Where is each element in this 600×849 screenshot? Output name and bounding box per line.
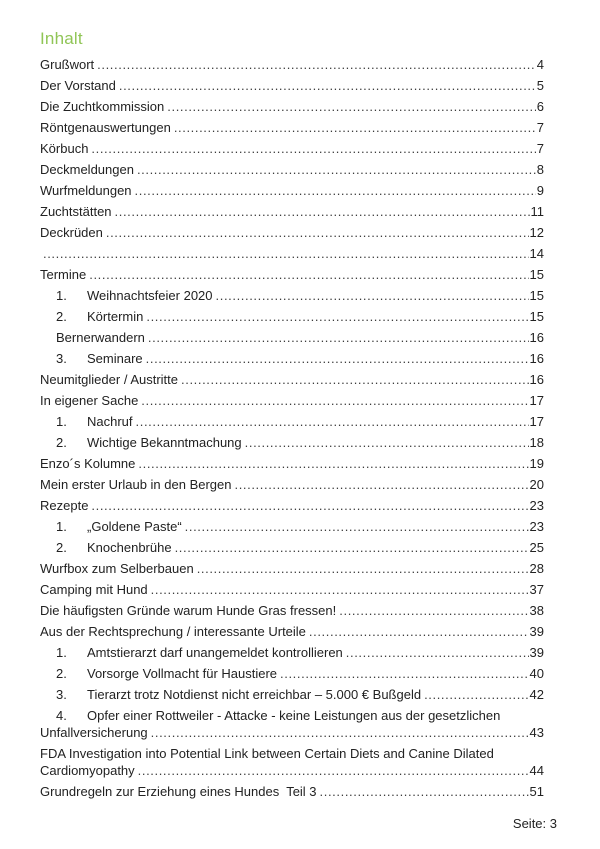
- toc-entry-page: 23: [529, 498, 544, 513]
- toc-entry-line: [40, 182, 544, 199]
- toc-entry-label: Grundregeln zur Erziehung eines Hundes Teil 3: [40, 784, 317, 799]
- toc-entry-line: [40, 602, 544, 619]
- dot-leader: [151, 724, 529, 741]
- toc-entry[interactable]: [40, 392, 544, 409]
- toc-entry[interactable]: [40, 119, 544, 136]
- toc-entry[interactable]: [40, 518, 544, 535]
- toc-entry-line: [40, 77, 544, 94]
- toc-entry-line: [40, 245, 544, 262]
- toc-entry-line: [40, 518, 544, 535]
- dot-leader: [151, 581, 529, 598]
- dot-leader: [91, 497, 528, 514]
- toc-entry-number: 1.: [56, 414, 67, 429]
- dot-leader: [197, 560, 529, 577]
- dot-leader: [138, 455, 528, 472]
- dot-leader: [320, 783, 529, 800]
- toc-entry-page: 9: [536, 183, 544, 198]
- toc-entry-page: 23: [529, 519, 544, 534]
- toc-entry[interactable]: [40, 56, 544, 73]
- dot-leader: [185, 518, 529, 535]
- toc-entry-line: [40, 371, 544, 388]
- dot-leader: [89, 266, 528, 283]
- dot-leader: [167, 98, 536, 115]
- toc-entry-label: Termine: [40, 267, 87, 282]
- toc-entry-label: Körtermin: [87, 309, 144, 324]
- toc-entry-number: 1.: [56, 645, 67, 660]
- toc-entry-number: 3.: [56, 351, 67, 366]
- dot-leader: [137, 161, 536, 178]
- toc-entry[interactable]: [40, 783, 544, 800]
- toc-entry-page: 20: [529, 477, 544, 492]
- toc-entry[interactable]: [40, 745, 544, 779]
- toc-entry-page: 15: [529, 267, 544, 282]
- toc-list: [40, 56, 544, 800]
- page-footer: Seite: 3: [512, 816, 557, 831]
- dot-leader: [43, 245, 529, 262]
- toc-entry[interactable]: [40, 707, 544, 741]
- toc-entry-label: Wurfbox zum Selberbauen: [40, 561, 194, 576]
- toc-entry-label: Grußwort: [40, 57, 95, 72]
- toc-entry-label: Amtstierarzt darf unangemeldet kontrollieren: [87, 645, 343, 660]
- toc-entry-label: Deckrüden: [40, 225, 103, 240]
- toc-entry[interactable]: [40, 224, 544, 241]
- toc-entry-label: Aus der Rechtsprechung / interessante Urteile: [40, 624, 306, 639]
- toc-entry[interactable]: [40, 602, 544, 619]
- toc-entry-number: 2.: [56, 435, 67, 450]
- toc-entry-line: [40, 119, 544, 136]
- toc-entry-line: [40, 707, 544, 724]
- toc-entry-line: [40, 140, 544, 157]
- toc-entry-number: 2.: [56, 666, 67, 681]
- toc-entry-line: [40, 266, 544, 283]
- dot-leader: [339, 602, 528, 619]
- toc-entry-page: 28: [529, 561, 544, 576]
- toc-entry-line: [40, 581, 544, 598]
- toc-entry[interactable]: [40, 665, 544, 682]
- toc-entry-label: Vorsorge Vollmacht für Haustiere: [87, 666, 278, 681]
- toc-entry-number: 3.: [56, 687, 67, 702]
- toc-entry-page: 11: [530, 204, 544, 219]
- toc-entry-label: Bernerwandern: [56, 330, 145, 345]
- toc-entry-label: Wichtige Bekanntmachung: [87, 435, 242, 450]
- toc-entry[interactable]: [40, 476, 544, 493]
- toc-entry-label: Seminare: [87, 351, 143, 366]
- toc-entry[interactable]: [40, 140, 544, 157]
- toc-entry-page: 25: [529, 540, 544, 555]
- toc-entry[interactable]: [40, 623, 544, 640]
- toc-entry-line: [40, 350, 544, 367]
- toc-entry-line: [40, 623, 544, 640]
- toc-entry-line-continued: [40, 762, 544, 779]
- toc-entry-label: Die häufigsten Gründe warum Hunde Gras fressen!: [40, 603, 337, 618]
- toc-entry-label: Opfer einer Rottweiler - Attacke - keine Leistungen aus der gesetzlichen: [87, 708, 501, 723]
- toc-entry-label: Wurfmeldungen: [40, 183, 132, 198]
- toc-entry-page: 7: [536, 120, 544, 135]
- toc-entry-line: [40, 161, 544, 178]
- dot-leader: [119, 77, 536, 94]
- toc-entry-label: Enzo´s Kolumne: [40, 456, 136, 471]
- dot-leader: [141, 392, 528, 409]
- toc-entry-page: 12: [529, 225, 544, 240]
- toc-entry[interactable]: [40, 266, 544, 283]
- dot-leader: [309, 623, 529, 640]
- toc-entry-label: Deckmeldungen: [40, 162, 134, 177]
- toc-entry-line: [40, 56, 544, 73]
- toc-entry-page: 17: [529, 393, 544, 408]
- toc-entry-line: [40, 497, 544, 514]
- toc-entry[interactable]: [40, 308, 544, 325]
- toc-entry-number: 1.: [56, 519, 67, 534]
- toc-entry-page: 37: [529, 582, 544, 597]
- toc-entry-line: [40, 98, 544, 115]
- dot-leader: [106, 224, 529, 241]
- toc-entry-page: 39: [529, 645, 544, 660]
- toc-entry-number: 1.: [56, 288, 67, 303]
- toc-entry-page: 44: [529, 763, 544, 778]
- toc-entry-line: [40, 476, 544, 493]
- toc-entry[interactable]: [40, 98, 544, 115]
- dot-leader: [174, 119, 536, 136]
- toc-entry[interactable]: [40, 686, 544, 703]
- toc-entry-label: Rezepte: [40, 498, 89, 513]
- toc-entry-line: [40, 203, 544, 220]
- toc-entry-page: 5: [536, 78, 544, 93]
- toc-entry-label: Tierarzt trotz Notdienst nicht erreichbar – 5.000 € Bußgeld: [87, 687, 422, 702]
- toc-entry-page: 19: [529, 456, 544, 471]
- toc-entry[interactable]: [40, 350, 544, 367]
- toc-entry-page: 42: [529, 687, 544, 702]
- toc-entry[interactable]: [40, 77, 544, 94]
- toc-entry-line: [40, 665, 544, 682]
- toc-entry-number: 2.: [56, 540, 67, 555]
- toc-entry-page: 17: [529, 414, 544, 429]
- toc-entry-page: 16: [529, 372, 544, 387]
- toc-entry-line: [40, 224, 544, 241]
- toc-entry-page: 14: [529, 246, 544, 261]
- dot-leader: [280, 665, 528, 682]
- toc-entry-label: Camping mit Hund: [40, 582, 148, 597]
- toc-entry[interactable]: [40, 581, 544, 598]
- toc-entry-page: 40: [529, 666, 544, 681]
- toc-entry[interactable]: [40, 161, 544, 178]
- dot-leader: [97, 56, 536, 73]
- toc-entry-label-continued: Cardiomyopathy: [40, 763, 135, 778]
- toc-entry-line: [40, 686, 544, 703]
- dot-leader: [91, 140, 535, 157]
- toc-entry[interactable]: [40, 413, 544, 430]
- toc-entry[interactable]: [40, 497, 544, 514]
- toc-entry-page: 18: [529, 435, 544, 450]
- toc-entry-page: 4: [536, 57, 544, 72]
- toc-entry-line: [40, 434, 544, 451]
- toc-entry-line: [40, 783, 544, 800]
- toc-entry[interactable]: [40, 560, 544, 577]
- dot-leader: [346, 644, 529, 661]
- dot-leader: [175, 539, 529, 556]
- toc-entry-line: [40, 413, 544, 430]
- toc-entry[interactable]: [40, 434, 544, 451]
- dot-leader: [146, 350, 529, 367]
- dot-leader: [136, 413, 529, 430]
- toc-entry-page: 43: [529, 725, 544, 740]
- toc-entry[interactable]: [40, 182, 544, 199]
- toc-entry-label: „Goldene Paste“: [87, 519, 182, 534]
- toc-entry-page: 15: [529, 288, 544, 303]
- dot-leader: [148, 329, 529, 346]
- toc-entry-number: 4.: [56, 708, 67, 723]
- toc-entry-page: 6: [536, 99, 544, 114]
- toc-entry-label: Zuchtstätten: [40, 204, 112, 219]
- toc-entry-label: Knochenbrühe: [87, 540, 172, 555]
- toc-entry-label: Körbuch: [40, 141, 89, 156]
- dot-leader: [135, 182, 536, 199]
- toc-entry-label: Weihnachtsfeier 2020: [87, 288, 213, 303]
- toc-entry[interactable]: [40, 644, 544, 661]
- toc-entry-page: 51: [529, 784, 544, 799]
- toc-entry-line: [40, 745, 544, 762]
- toc-entry-label: In eigener Sache: [40, 393, 139, 408]
- page-title: Inhalt: [40, 29, 83, 48]
- toc-entry[interactable]: [40, 245, 544, 262]
- toc-entry-label-continued: Unfallversicherung: [40, 725, 148, 740]
- toc-entry-number: 2.: [56, 309, 67, 324]
- toc-entry[interactable]: [40, 455, 544, 472]
- toc-entry-page: 39: [529, 624, 544, 639]
- dot-leader: [245, 434, 529, 451]
- dot-leader: [216, 287, 529, 304]
- toc-entry-line: [40, 308, 544, 325]
- toc-entry-page: 8: [536, 162, 544, 177]
- toc-entry-page: 15: [529, 309, 544, 324]
- toc-entry-line: [40, 560, 544, 577]
- toc-entry[interactable]: [40, 371, 544, 388]
- toc-entry-page: 7: [536, 141, 544, 156]
- toc-entry-line: [40, 392, 544, 409]
- dot-leader: [235, 476, 529, 493]
- toc-entry[interactable]: [40, 287, 544, 304]
- dot-leader: [181, 371, 529, 388]
- dot-leader: [424, 686, 528, 703]
- toc-entry-label: Der Vorstand: [40, 78, 116, 93]
- toc-entry[interactable]: [40, 539, 544, 556]
- toc-entry-line: [40, 539, 544, 556]
- toc-entry-line: [40, 287, 544, 304]
- toc-entry-line-continued: [40, 724, 544, 741]
- toc-entry-label: Die Zuchtkommission: [40, 99, 165, 114]
- toc-entry-page: 38: [529, 603, 544, 618]
- toc-entry[interactable]: [40, 203, 544, 220]
- dot-leader: [146, 308, 528, 325]
- toc-entry-line: [40, 329, 544, 346]
- toc-entry-label: FDA Investigation into Potential Link between Certain Diets and Canine Dilated: [40, 746, 494, 761]
- toc-entry[interactable]: [40, 329, 544, 346]
- toc-entry-label: Neumitglieder / Austritte: [40, 372, 179, 387]
- toc-entry-page: 16: [529, 330, 544, 345]
- toc-entry-line: [40, 455, 544, 472]
- toc-entry-page: 16: [529, 351, 544, 366]
- toc-entry-line: [40, 644, 544, 661]
- dot-leader: [115, 203, 530, 220]
- toc-entry-label: Nachruf: [87, 414, 133, 429]
- toc-entry-label: Röntgenauswertungen: [40, 120, 171, 135]
- toc-entry-label: Mein erster Urlaub in den Bergen: [40, 477, 232, 492]
- dot-leader: [138, 762, 529, 779]
